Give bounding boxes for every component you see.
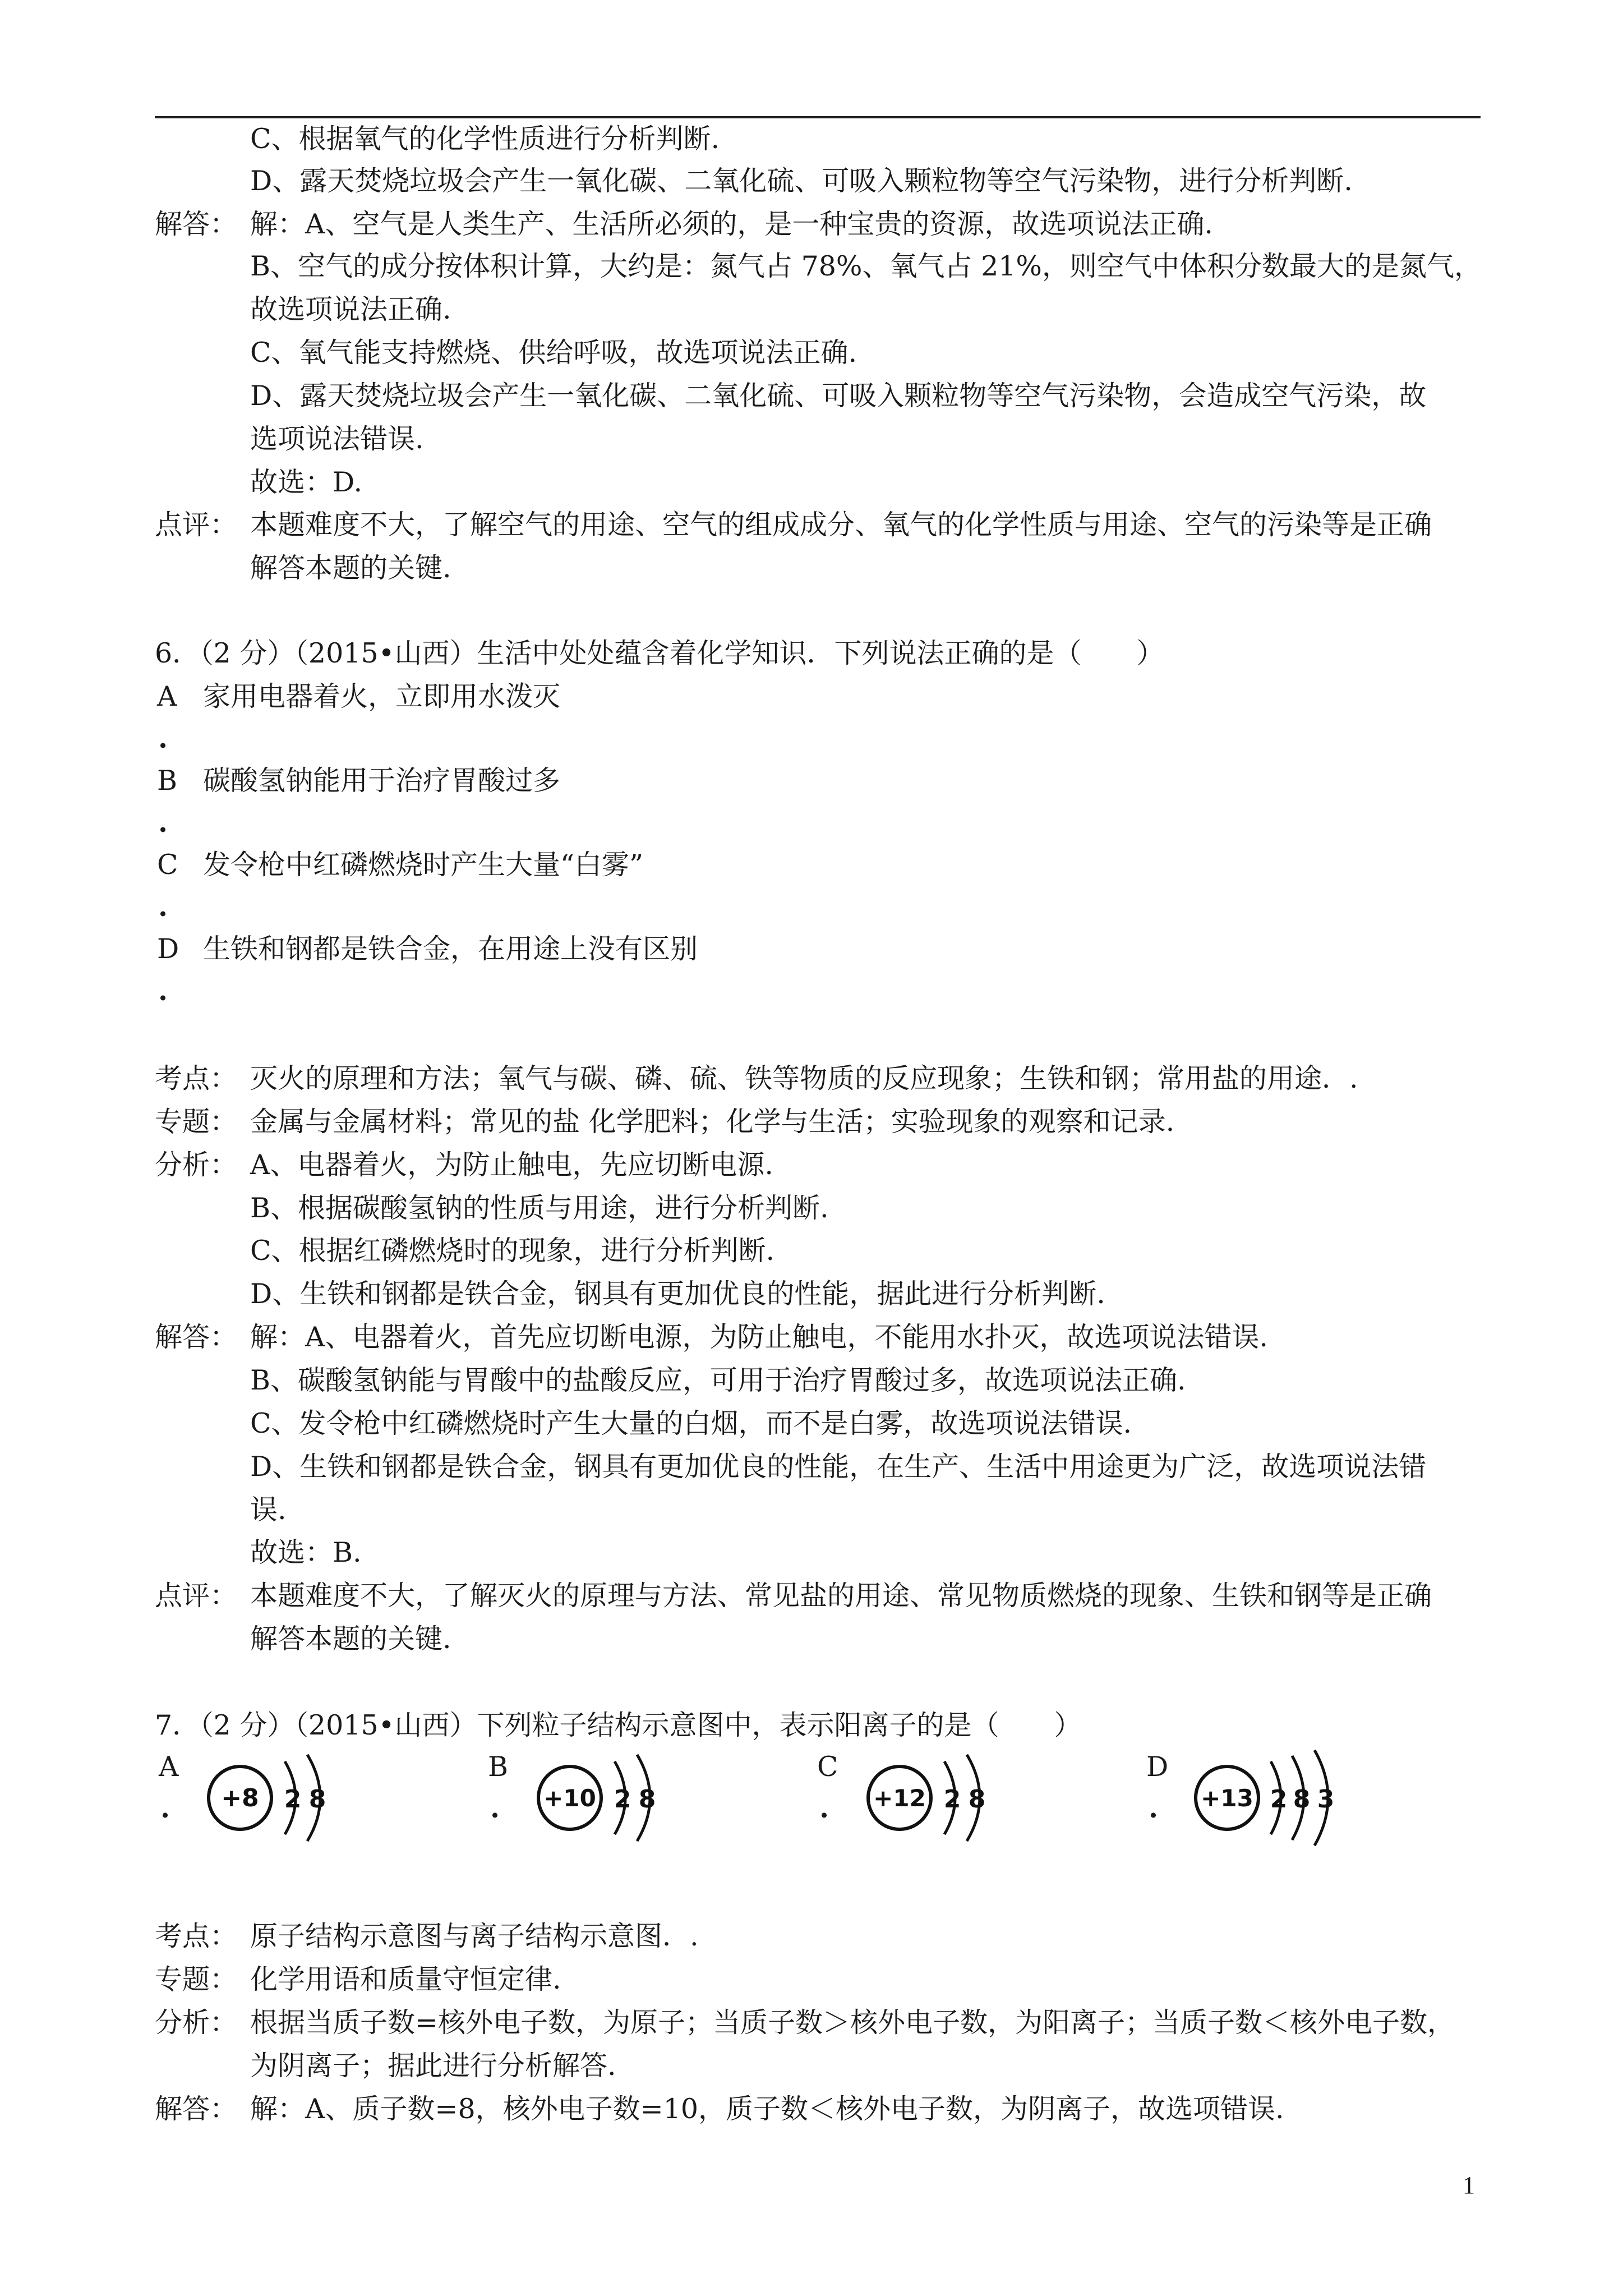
q7-option-c-diagram [859,1745,1005,1853]
q7-zhuanti: 化学用语和质量守恒定律. [250,1963,561,1995]
q6-option-a-text: 家用电器着火，立即用水泼灭 [203,680,561,712]
q7-option-b-diagram [529,1745,675,1853]
q5-comment-line2: 解答本题的关键. [250,552,451,584]
q7-fenxi-label: 分析： [155,2007,238,2039]
shell-count-2: 8 [968,1785,986,1814]
q5-answer-choice: 故选：D. [250,466,363,498]
q6-fenxi-a: A、电器着火，为防止触电，先应切断电源. [250,1149,773,1181]
q6-fenxi-b: B、根据碳酸氢钠的性质与用途，进行分析判断. [250,1192,829,1224]
q6-jieda-a: 解：A、电器着火，首先应切断电源，为防止触电，不能用水扑灭，故选项说法错误. [250,1321,1268,1353]
q6-zhuanti: 金属与金属材料；常见的盐 化学肥料；化学与生活；实验现象的观察和记录. [250,1106,1175,1138]
q6-option-d-letter: D [157,933,179,965]
q5-comment-label: 点评： [155,509,238,541]
q7-option-c-dot: . [819,1792,829,1824]
q6-option-c-letter: C [157,849,178,881]
shell-count-2: 8 [1293,1785,1311,1814]
q7-zhuanti-label: 专题： [155,1963,238,1995]
page-number: 1 [1463,2171,1475,2199]
q6-fenxi-label: 分析： [155,1149,238,1181]
q6-dianping-label: 点评： [155,1580,238,1612]
q6-jieda-d-line2: 误. [250,1494,287,1526]
q6-dianping-line1: 本题难度不大，了解灭火的原理与方法、常见盐的用途、常见物质燃烧的现象、生铁和钢等是正确 [250,1580,1432,1612]
shell-count-1: 2 [1270,1785,1288,1814]
q5-answer-b-line1: B、空气的成分按体积计算，大约是：氮气占 78%、氧气占 21%，则空气中体积分数最大的是氮气， [250,250,1482,282]
q5-answer-d-line2: 选项说法错误. [250,423,424,455]
q7-option-d-dot: . [1149,1792,1159,1824]
q6-jieda-choice: 故选：B. [250,1536,362,1568]
q6-zhuanti-label: 专题： [155,1106,238,1138]
q7-kaodian: 原子结构示意图与离子结构示意图．. [250,1920,699,1952]
q6-jieda-b: B、碳酸氢钠能与胃酸中的盐酸反应，可用于治疗胃酸过多，故选项说法正确. [250,1364,1186,1396]
nucleus-charge: +8 [221,1784,259,1812]
q6-option-a-dot: . [158,722,168,754]
header-rule [155,116,1481,118]
q7-option-b-letter: B [488,1751,509,1783]
q6-stem: 6．（2 分）（2015•山西）生活中处处蕴含着化学知识．下列说法正确的是（ ） [155,637,1164,669]
q5-comment-line1: 本题难度不大，了解空气的用途、空气的组成成分、氧气的化学性质与用途、空气的污染等是正确 [250,509,1432,541]
q7-option-a-dot: . [160,1792,170,1824]
q7-fenxi-line2: 为阴离子；据此进行分析解答. [250,2050,616,2082]
q6-jieda-label: 解答： [155,1321,238,1353]
q6-jieda-c: C、发令枪中红磷燃烧时产生大量的白烟，而不是白雾，故选项说法错误. [250,1407,1132,1439]
shell-count-2: 8 [308,1785,326,1814]
q5-answer-a: 解：A、空气是人类生产、生活所必须的，是一种宝贵的资源，故选项说法正确. [250,208,1213,240]
q7-option-d-letter: D [1146,1751,1169,1783]
q6-option-b-dot: . [158,806,168,839]
q6-kaodian-label: 考点： [155,1062,238,1094]
q5-analysis-c: C、根据氧气的化学性质进行分析判断. [250,123,720,155]
q7-fenxi-line1: 根据当质子数=核外电子数，为原子；当质子数＞核外电子数，为阳离子；当质子数＜核外电子数， [250,2007,1455,2039]
nucleus-charge: +10 [543,1784,596,1812]
q6-option-b-text: 碳酸氢钠能用于治疗胃酸过多 [203,765,561,797]
nucleus-charge: +13 [1201,1784,1253,1812]
q6-dianping-line2: 解答本题的关键. [250,1623,451,1655]
q6-option-d-dot: . [158,974,168,1007]
q6-option-d-text: 生铁和钢都是铁合金，在用途上没有区别 [203,933,698,965]
q7-stem: 7．（2 分）（2015•山西）下列粒子结构示意图中，表示阳离子的是（ ） [155,1709,1082,1741]
q5-answer-b-line2: 故选项说法正确. [250,293,451,325]
shell-count-1: 2 [614,1785,631,1814]
q7-jieda-a: 解：A、质子数=8，核外电子数=10，质子数＜核外电子数，为阴离子，故选项错误. [250,2093,1284,2125]
q7-kaodian-label: 考点： [155,1920,238,1952]
q5-answer-c: C、氧气能支持燃烧、供给呼吸，故选项说法正确. [250,337,857,369]
q5-answer-label: 解答： [155,208,238,240]
nucleus-charge: +12 [873,1784,926,1812]
q7-option-a-letter: A [159,1751,179,1783]
q6-fenxi-c: C、根据红磷燃烧时的现象，进行分析判断. [250,1235,775,1267]
q7-option-a-diagram [200,1745,345,1853]
q5-answer-d-line1: D、露天焚烧垃圾会产生一氧化碳、二氧化硫、可吸入颗粒物等空气污染物，会造成空气污染，故 [250,380,1427,412]
q6-jieda-d-line1: D、生铁和钢都是铁合金，钢具有更加优良的性能，在生产、生活中用途更为广泛，故选项说法错 [250,1451,1427,1483]
q7-option-d-diagram [1187,1745,1366,1853]
q6-option-a-letter: A [157,680,177,712]
q6-option-c-dot: . [158,890,168,923]
q6-fenxi-d: D、生铁和钢都是铁合金，钢具有更加优良的性能，据此进行分析判断. [250,1278,1105,1310]
q6-kaodian: 灭火的原理和方法；氧气与碳、磷、硫、铁等物质的反应现象；生铁和钢；常用盐的用途．. [250,1062,1358,1094]
q6-option-c-text: 发令枪中红磷燃烧时产生大量“白雾” [203,849,644,881]
q7-option-c-letter: C [817,1751,838,1783]
shell-count-2: 8 [638,1785,656,1814]
q7-jieda-label: 解答： [155,2093,238,2125]
shell-count-3: 3 [1317,1785,1335,1814]
shell-count-1: 2 [284,1785,302,1814]
shell-count-1: 2 [943,1785,961,1814]
q5-analysis-d: D、露天焚烧垃圾会产生一氧化碳、二氧化硫、可吸入颗粒物等空气污染物，进行分析判断. [250,165,1353,197]
q7-option-b-dot: . [490,1792,500,1824]
q6-option-b-letter: B [157,765,178,797]
